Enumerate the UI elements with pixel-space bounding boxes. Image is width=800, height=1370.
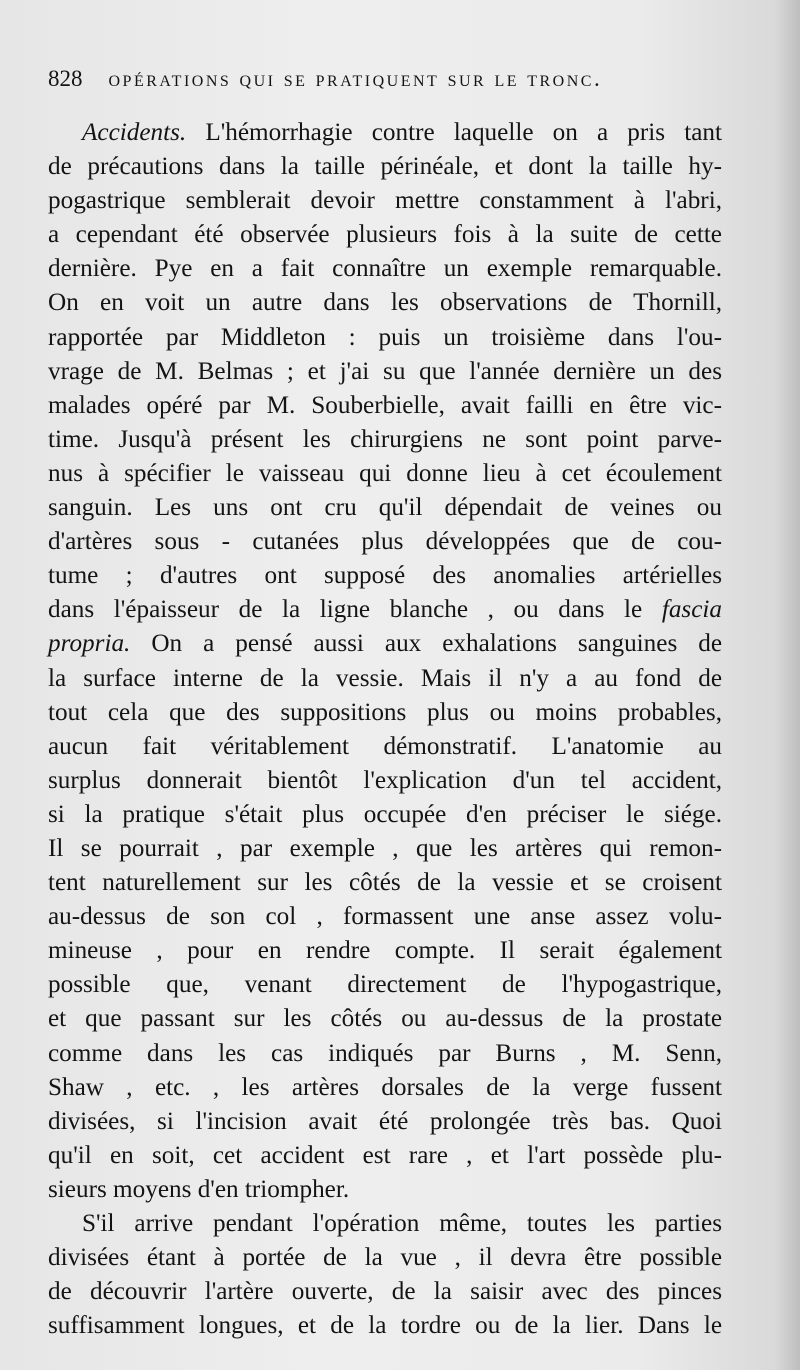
text-line: tout cela que des suppositions plus ou moins probables,	[48, 698, 722, 726]
text-line: Il se pourrait , par exemple , que les artères qui remon-	[48, 834, 722, 862]
text-line: et que passant sur les côtés ou au-dessus de la prostate	[48, 1005, 722, 1033]
text-line: Accidents. L'hémorrhagie contre laquelle on a pris tant	[82, 119, 722, 146]
text-line: qu'il en soit, cet accident est rare , et l'art possède plu-	[48, 1141, 722, 1169]
text-line: surplus donnerait bientôt l'explication d'un tel accident,	[48, 766, 722, 794]
running-head: opérations qui se pratiquent sur le tronc.	[108, 66, 603, 91]
text-line: On en voit un autre dans les observations de Thornill,	[48, 289, 722, 317]
text-line: dans l'épaisseur de la ligne blanche , ou dans le fascia	[48, 596, 722, 624]
text-line: au-dessus de son col , formassent une anse assez volu-	[48, 903, 722, 931]
text-line: suffisamment longues, et de la tordre ou de la lier. Dans le	[48, 1312, 722, 1340]
text-line: S'il arrive pendant l'opération même, toutes les parties	[82, 1210, 722, 1237]
paragraph-accidents	[48, 116, 722, 1207]
text-line: aucun fait véritablement démonstratif. L'anatomie au	[48, 732, 722, 760]
text-line: de précautions dans la taille périnéale, et dont la taille hy-	[48, 153, 722, 181]
text-line: rapportée par Middleton : puis un troisième dans l'ou-	[48, 323, 722, 351]
text-line: si la pratique s'était plus occupée d'en préciser le siége.	[48, 800, 722, 828]
text-line: tume ; d'autres ont supposé des anomalies artérielles	[48, 562, 722, 590]
text-line: malades opéré par M. Souberbielle, avait failli en être vic-	[48, 391, 722, 419]
text-line: time. Jusqu'à présent les chirurgiens ne sont point parve-	[48, 425, 722, 453]
text-line: divisées, si l'incision avait été prolongée très bas. Quoi	[48, 1107, 722, 1135]
text-line: mineuse , pour en rendre compte. Il serait également	[48, 937, 722, 965]
text-line: sieurs moyens d'en triompher.	[48, 1175, 350, 1203]
page-header	[48, 66, 728, 106]
text-line: a cependant été observée plusieurs fois à la suite de cette	[48, 221, 722, 249]
text-line: dernière. Pye en a fait connaître un exemple remarquable.	[48, 255, 722, 283]
text-line: de découvrir l'artère ouverte, de la saisir avec des pinces	[48, 1278, 722, 1306]
text-line: d'artères sous - cutanées plus développées que de cou-	[48, 528, 722, 556]
text-line: Shaw , etc. , les artères dorsales de la verge fussent	[48, 1073, 722, 1101]
paragraph-operation	[48, 1207, 722, 1343]
text-line: propria. On a pensé aussi aux exhalations sanguines de	[48, 630, 722, 658]
text-line: tent naturellement sur les côtés de la vessie et se croisent	[48, 869, 722, 897]
page-number: 828	[48, 66, 83, 91]
text-line: pogastrique semblerait devoir mettre constamment à l'abri,	[48, 187, 722, 215]
text-line: sanguin. Les uns ont cru qu'il dépendait de veines ou	[48, 494, 722, 522]
text-line: possible que, venant directement de l'hypogastrique,	[48, 971, 722, 999]
text-line: divisées étant à portée de la vue , il devra être possible	[48, 1244, 722, 1272]
text-line: vrage de M. Belmas ; et j'ai su que l'année dernière un des	[48, 357, 722, 385]
text-line: nus à spécifier le vaisseau qui donne lieu à cet écoulement	[48, 459, 722, 487]
text-line: la surface interne de la vessie. Mais il n'y a au fond de	[48, 664, 722, 692]
body-text	[48, 116, 722, 1343]
text-line: comme dans les cas indiqués par Burns , M. Senn,	[48, 1039, 722, 1067]
